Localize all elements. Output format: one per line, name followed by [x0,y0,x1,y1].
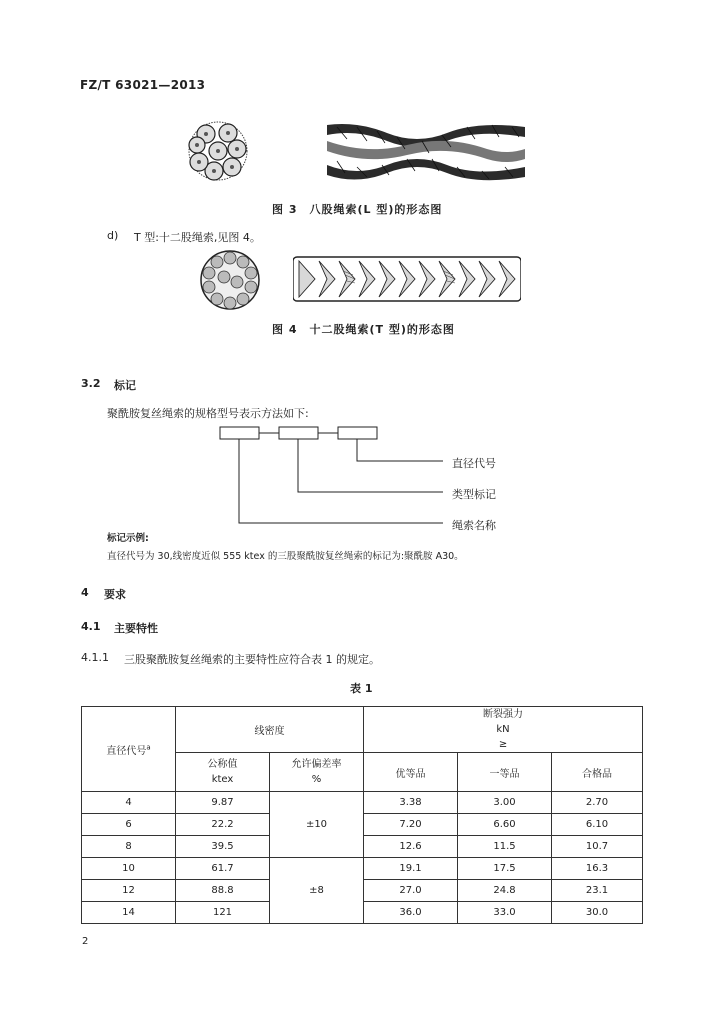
figure3-cross-section [186,118,250,184]
section-3-2-number: 3.2 [81,377,101,390]
cell-tolerance-group: ±10 [270,792,364,858]
marking-label-diameter: 直径代号 [452,457,496,470]
marking-label-type: 类型标记 [452,488,496,501]
cell-code: 14 [82,902,176,924]
cell-superior: 7.20 [364,814,458,836]
header-grade-superior: 优等品 [364,753,458,792]
marking-example-text: 直径代号为 30,线密度近似 555 ktex 的三股聚酰胺复丝绳索的标记为:聚酰胺 A30。 [107,551,464,562]
header-linear-density: 线密度 [176,707,364,753]
table1 [81,706,643,924]
cell-first: 11.5 [458,836,552,858]
cell-tolerance-group: ±8 [270,858,364,924]
cell-code: 12 [82,880,176,902]
cell-code: 4 [82,792,176,814]
cell-qualified: 2.70 [552,792,643,814]
header-grade-first: 一等品 [458,753,552,792]
figure3-rope-side-view [327,115,525,187]
marking-intro: 聚酰胺复丝绳索的规格型号表示方法如下: [107,407,309,420]
figure4-cross-section [199,249,263,311]
table1-header-row-1 [82,707,643,753]
header-nominal: 公称值 ktex [176,753,270,792]
header-grade-qualified: 合格品 [552,753,643,792]
header-diameter: 直径代号$^a$ [82,707,176,792]
cell-first: 3.00 [458,792,552,814]
cell-nominal: 39.5 [176,836,270,858]
header-breaking-strength: 断裂强力 kN ≥ [364,707,643,753]
cell-superior: 19.1 [364,858,458,880]
section-4-1-1-number: 4.1.1 [81,651,109,664]
cell-superior: 27.0 [364,880,458,902]
table-row [82,792,643,814]
cell-first: 33.0 [458,902,552,924]
standard-code-header: FZ/T 63021—2013 [80,78,206,92]
item-d-text: T 型:十二股绳索,见图 4。 [134,231,261,244]
figure3-caption: 图 3 八股绳索(L 型)的形态图 [272,203,443,216]
cell-first: 6.60 [458,814,552,836]
cell-qualified: 6.10 [552,814,643,836]
cell-nominal: 88.8 [176,880,270,902]
cell-nominal: 22.2 [176,814,270,836]
cell-superior: 36.0 [364,902,458,924]
figure4-caption: 图 4 十二股绳索(T 型)的形态图 [272,323,455,336]
cell-code: 8 [82,836,176,858]
cell-nominal: 9.87 [176,792,270,814]
marking-example-title: 标记示例: [107,533,149,544]
section-4-1-title: 主要特性 [114,622,158,635]
marking-label-name: 绳索名称 [452,519,496,532]
cell-superior: 3.38 [364,792,458,814]
cell-qualified: 16.3 [552,858,643,880]
cell-first: 24.8 [458,880,552,902]
figure4-rope-side-view [293,251,521,307]
cell-qualified: 30.0 [552,902,643,924]
cell-nominal: 61.7 [176,858,270,880]
item-d-label: d) [107,229,119,242]
section-4-title: 要求 [104,588,126,601]
cell-nominal: 121 [176,902,270,924]
page-number: 2 [82,936,89,947]
cell-code: 6 [82,814,176,836]
section-4-number: 4 [81,586,89,599]
cell-first: 17.5 [458,858,552,880]
header-tolerance: 允许偏差率 % [270,753,364,792]
table1-title: 表 1 [350,682,373,695]
cell-qualified: 10.7 [552,836,643,858]
table-row [82,858,643,880]
cell-code: 10 [82,858,176,880]
section-4-1-number: 4.1 [81,620,101,633]
marking-diagram [218,424,458,529]
cell-superior: 12.6 [364,836,458,858]
section-3-2-title: 标记 [114,379,136,392]
section-4-1-1-text: 三股聚酰胺复丝绳索的主要特性应符合表 1 的规定。 [124,653,380,666]
cell-qualified: 23.1 [552,880,643,902]
